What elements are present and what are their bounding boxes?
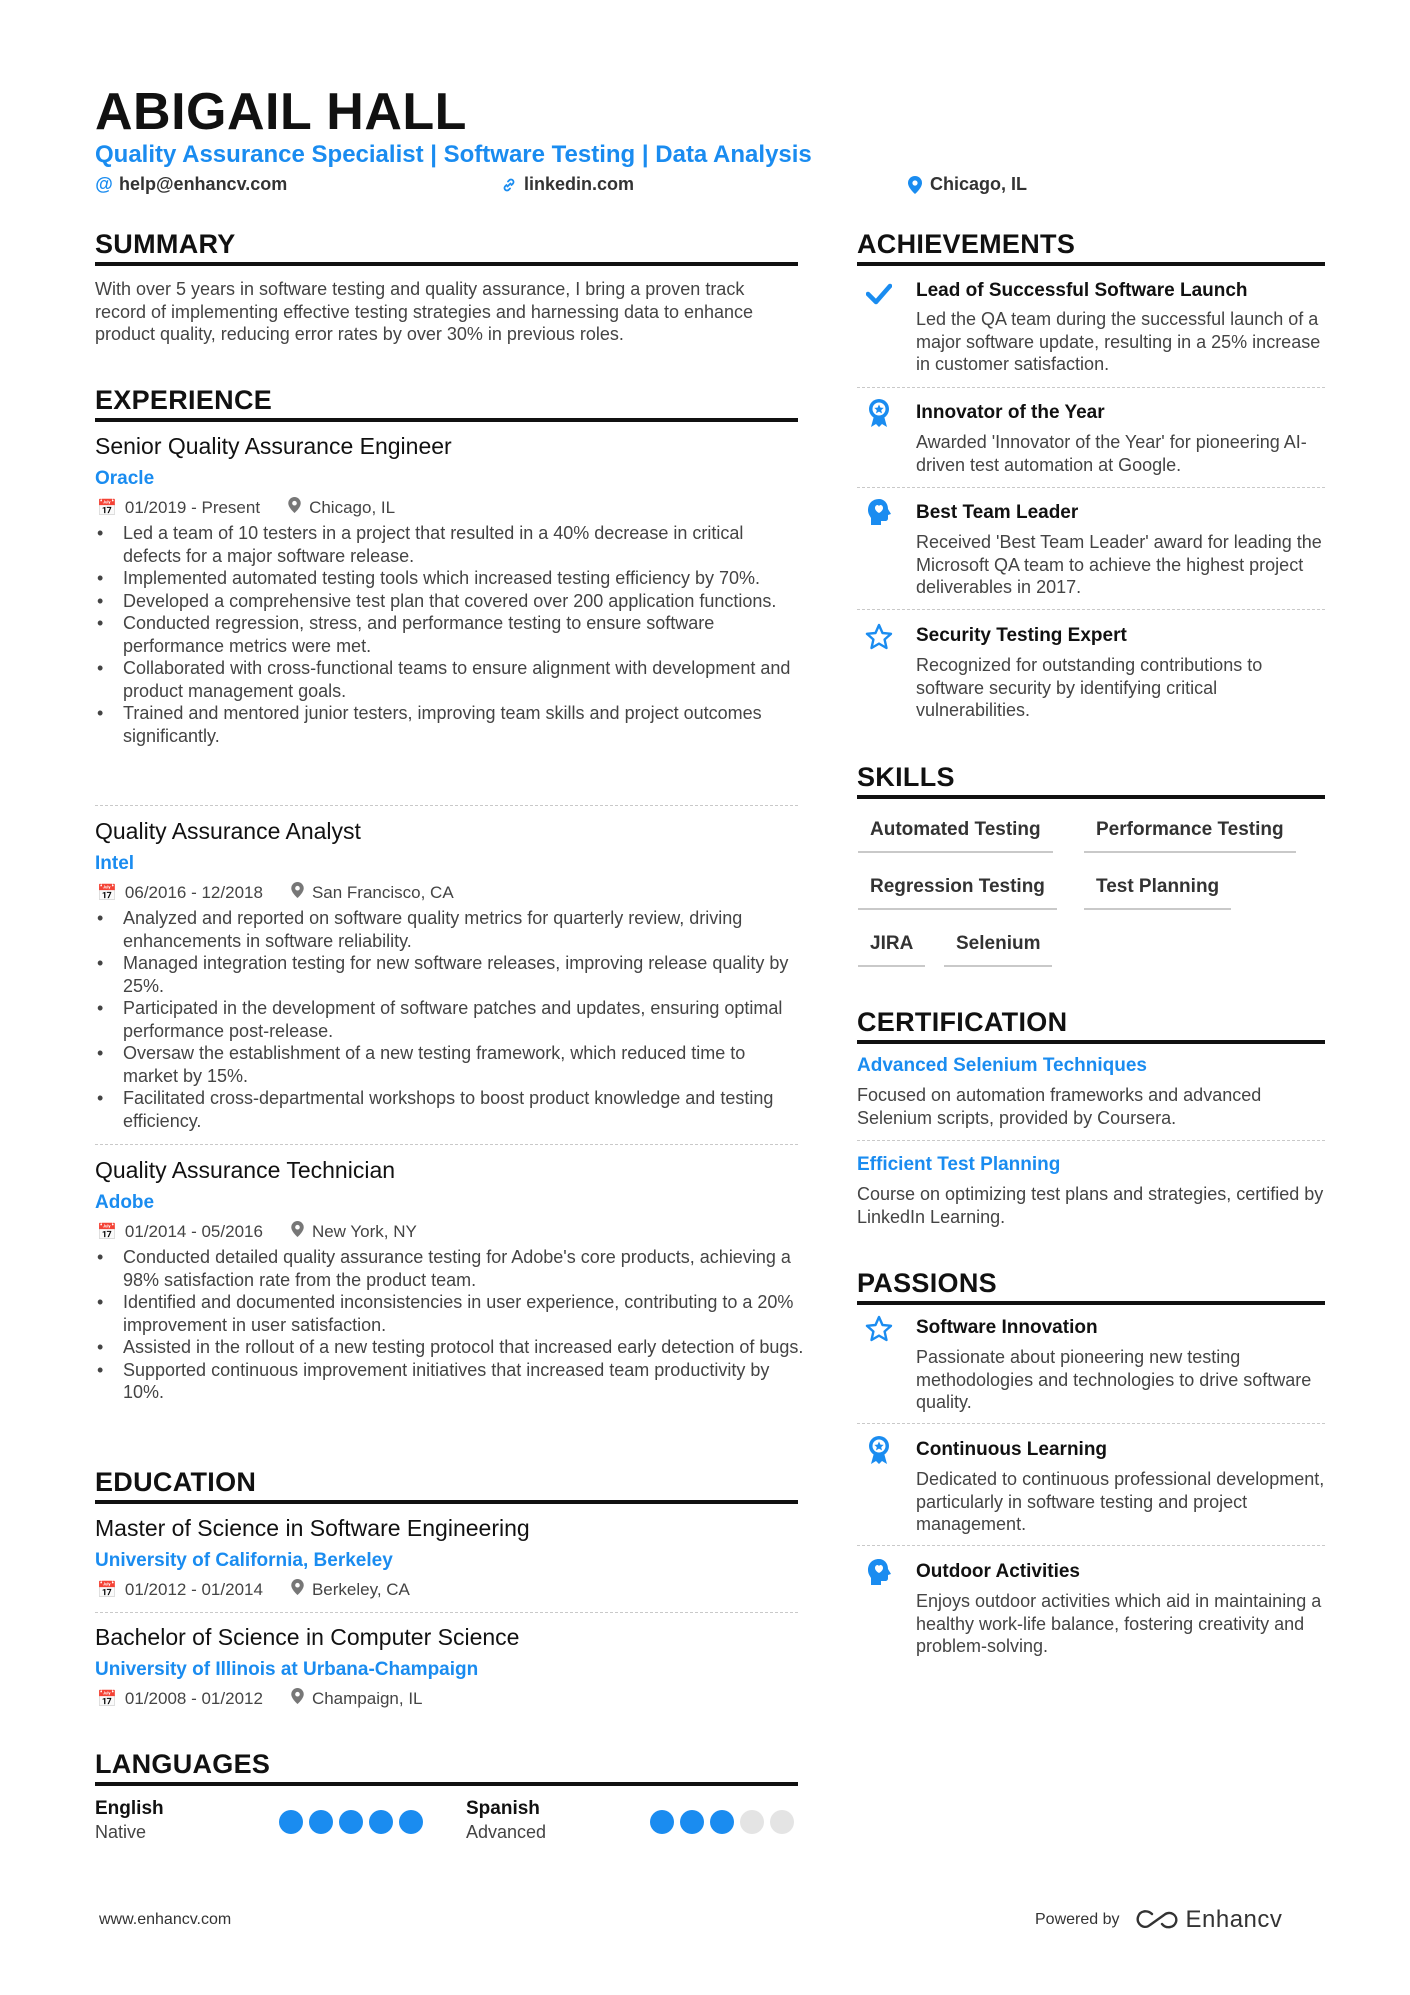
summary-rule: [95, 262, 798, 266]
map-pin-icon: [291, 1579, 304, 1600]
rating-dot-filled: [339, 1810, 363, 1834]
divider: [857, 1545, 1325, 1546]
star-icon: [864, 1313, 894, 1343]
list-item: • Managed integration testing for new software releases, improving release quality by 25%.: [95, 952, 805, 997]
achievement-title: Innovator of the Year: [916, 402, 1105, 423]
achievements-title: ACHIEVEMENTS: [857, 229, 1076, 259]
enhancv-logo-icon: [1134, 1909, 1180, 1931]
divider: [95, 1144, 798, 1145]
rating-dot-filled: [710, 1810, 734, 1834]
list-item: • Oversaw the establishment of a new testing framework, which reduced time to market by 15%.: [95, 1042, 805, 1087]
calendar-icon: 📅: [97, 884, 117, 902]
calendar-icon: 📅: [97, 1223, 117, 1241]
brand-text: Enhancv: [1185, 1906, 1283, 1933]
job-bullets: [95, 907, 805, 1132]
education-title: EDUCATION: [95, 1467, 257, 1497]
passions-title: PASSIONS: [857, 1268, 997, 1298]
rating-dot-filled: [279, 1810, 303, 1834]
divider: [857, 609, 1325, 610]
languages-rule: [95, 1782, 798, 1786]
list-item: • Participated in the development of software patches and updates, ensuring optimal performance post-release.: [95, 997, 805, 1042]
divider: [857, 387, 1325, 388]
job-dates: 06/2016 - 12/2018: [124, 882, 263, 902]
job-role: Senior Quality Assurance Engineer: [95, 433, 452, 459]
contact-linkedin[interactable]: [500, 174, 634, 195]
passion-desc: Passionate about pioneering new testing methodologies and technologies to drive software quality.: [916, 1347, 1312, 1412]
powered-by-text: Powered by: [1035, 1911, 1120, 1928]
footer-website[interactable]: www.enhancv.com: [99, 1911, 232, 1928]
rating-dot-filled: [369, 1810, 393, 1834]
education-dates: 01/2012 - 01/2014: [124, 1579, 263, 1599]
achievements-rule: [857, 262, 1325, 266]
achievement-desc: Received 'Best Team Leader' award for leading the Microsoft QA team to achieve the highest project deliverables in 2017.: [916, 532, 1322, 597]
at-icon: @: [95, 174, 113, 194]
calendar-icon: 📅: [97, 499, 117, 517]
head-icon: [864, 497, 894, 527]
star-icon: [864, 621, 894, 651]
job-meta: [97, 882, 454, 903]
languages-title: LANGUAGES: [95, 1749, 271, 1779]
divider: [95, 1612, 798, 1613]
map-pin-icon: [291, 1688, 304, 1709]
job-bullets: [95, 1246, 805, 1404]
certification-name: Efficient Test Planning: [857, 1154, 1061, 1175]
list-item: • Developed a comprehensive test plan that covered over 200 application functions.: [95, 590, 805, 613]
head-icon: [864, 1557, 894, 1587]
rating-dot-empty: [740, 1810, 764, 1834]
passion-desc: Enjoys outdoor activities which aid in maintaining a healthy work-life balance, fostering creativity and problem-solving.: [916, 1591, 1322, 1656]
certification-rule: [857, 1040, 1325, 1044]
list-item: • Conducted regression, stress, and performance testing to ensure software performance metrics were met.: [95, 612, 805, 657]
job-dates: 01/2019 - Present: [124, 497, 261, 517]
list-item: • Facilitated cross-departmental workshops to boost product knowledge and testing efficiency.: [95, 1087, 805, 1132]
skill-tag: Selenium: [944, 933, 1052, 967]
award-icon: [864, 398, 894, 428]
skill-tag: JIRA: [858, 933, 925, 967]
certification-desc: Course on optimizing test plans and strategies, certified by LinkedIn Learning.: [857, 1184, 1324, 1227]
footer-brand[interactable]: [1035, 1906, 1282, 1934]
job-bullets: [95, 522, 805, 747]
rating-dot-filled: [399, 1810, 423, 1834]
skill-tag: Regression Testing: [858, 876, 1057, 910]
degree: Bachelor of Science in Computer Science: [95, 1624, 520, 1650]
certification-desc: Focused on automation frameworks and advanced Selenium scripts, provided by Coursera.: [857, 1085, 1262, 1128]
map-pin-icon: [906, 176, 924, 194]
location-text: Chicago, IL: [930, 174, 1028, 194]
education-location: Berkeley, CA: [311, 1579, 410, 1599]
skill-tag: Automated Testing: [858, 819, 1053, 853]
job-company: Intel: [95, 853, 135, 874]
passion-title: Outdoor Activities: [916, 1561, 1080, 1582]
award-icon: [864, 1435, 894, 1465]
list-item: • Supported continuous improvement initiatives that increased team productivity by 10%.: [95, 1359, 805, 1404]
rating-dot-empty: [770, 1810, 794, 1834]
list-item: • Conducted detailed quality assurance testing for Adobe's core products, achieving a 98% satisfaction rate from the product team.: [95, 1246, 805, 1291]
list-item: • Collaborated with cross-functional teams to ensure alignment with development and product management goals.: [95, 657, 805, 702]
candidate-tagline: Quality Assurance Specialist | Software Testing | Data Analysis: [95, 141, 812, 168]
job-meta: [97, 497, 395, 518]
language-rating: [650, 1810, 794, 1834]
job-role: Quality Assurance Technician: [95, 1157, 396, 1183]
list-item: • Trained and mentored junior testers, improving team skills and project outcomes significantly.: [95, 702, 805, 747]
achievement-desc: Led the QA team during the successful launch of a major software update, resulting in a 25% increase in customer satisfaction.: [916, 309, 1321, 374]
job-company: Adobe: [95, 1192, 155, 1213]
list-item: • Implemented automated testing tools which increased testing efficiency by 70%.: [95, 567, 805, 590]
job-company: Oracle: [95, 468, 155, 489]
passion-title: Software Innovation: [916, 1317, 1098, 1338]
job-role: Quality Assurance Analyst: [95, 818, 361, 844]
map-pin-icon: [291, 882, 304, 903]
job-location: New York, NY: [311, 1221, 417, 1241]
linkedin-text: linkedin.com: [524, 174, 635, 194]
enhancv-logo: [1134, 1906, 1283, 1934]
language-name: Spanish: [466, 1798, 540, 1819]
passions-rule: [857, 1301, 1325, 1305]
passion-title: Continuous Learning: [916, 1439, 1108, 1460]
summary-text: With over 5 years in software testing and quality assurance, I bring a proven track record of implementing effective testing strategies and harnessing data to enhance product quality, reducing error rates by over 30% in previous roles.: [95, 279, 754, 344]
list-item: • Identified and documented inconsistencies in user experience, contributing to a 20% improvement in user satisfaction.: [95, 1291, 805, 1336]
divider: [857, 1423, 1325, 1424]
candidate-name: ABIGAIL HALL: [95, 83, 467, 141]
skill-tag: Test Planning: [1084, 876, 1231, 910]
email-text: help@enhancv.com: [119, 174, 288, 194]
map-pin-icon: [291, 1221, 304, 1242]
achievement-title: Best Team Leader: [916, 502, 1079, 523]
passion-desc: Dedicated to continuous professional development, particularly in software testing and project management.: [916, 1469, 1325, 1534]
skills-rule: [857, 795, 1325, 799]
achievement-title: Security Testing Expert: [916, 625, 1127, 646]
education-dates: 01/2008 - 01/2012: [124, 1688, 263, 1708]
rating-dot-filled: [680, 1810, 704, 1834]
list-item: • Led a team of 10 testers in a project that resulted in a 40% decrease in critical defects for a major software release.: [95, 522, 805, 567]
job-meta: [97, 1221, 417, 1242]
rating-dot-filled: [650, 1810, 674, 1834]
certification-title: CERTIFICATION: [857, 1007, 1068, 1037]
job-dates: 01/2014 - 05/2016: [124, 1221, 263, 1241]
achievement-desc: Awarded 'Innovator of the Year' for pioneering AI-driven test automation at Google.: [916, 432, 1307, 475]
link-icon: [500, 177, 518, 193]
job-location: Chicago, IL: [309, 497, 396, 517]
divider: [857, 487, 1325, 488]
degree: Master of Science in Software Engineering: [95, 1515, 530, 1541]
calendar-icon: 📅: [97, 1581, 117, 1599]
divider: [95, 805, 798, 806]
summary-title: SUMMARY: [95, 229, 236, 259]
rating-dot-filled: [309, 1810, 333, 1834]
language-rating: [279, 1810, 423, 1834]
experience-title: EXPERIENCE: [95, 385, 273, 415]
school: University of Illinois at Urbana-Champaign: [95, 1659, 479, 1680]
language-level: Native: [95, 1822, 147, 1842]
job-location: San Francisco, CA: [311, 882, 454, 902]
check-icon: [864, 279, 894, 309]
map-pin-icon: [288, 497, 301, 518]
experience-rule: [95, 418, 798, 422]
certification-name: Advanced Selenium Techniques: [857, 1055, 1148, 1076]
achievement-title: Lead of Successful Software Launch: [916, 280, 1248, 301]
education-meta: [97, 1688, 423, 1709]
achievement-desc: Recognized for outstanding contributions to software security by identifying critical vulnerabilities.: [916, 655, 1263, 720]
education-meta: [97, 1579, 410, 1600]
language-level: Advanced: [466, 1822, 547, 1842]
education-location: Champaign, IL: [311, 1688, 423, 1708]
list-item: • Analyzed and reported on software quality metrics for quarterly review, driving enhancements in software reliability.: [95, 907, 805, 952]
skills-title: SKILLS: [857, 762, 955, 792]
skill-tag: Performance Testing: [1084, 819, 1296, 853]
contact-location: [906, 174, 1027, 195]
education-rule: [95, 1500, 798, 1504]
school: University of California, Berkeley: [95, 1550, 393, 1571]
divider: [857, 1140, 1325, 1141]
list-item: • Assisted in the rollout of a new testing protocol that increased early detection of bugs.: [95, 1336, 805, 1359]
language-name: English: [95, 1798, 164, 1819]
contact-email[interactable]: [95, 174, 287, 195]
calendar-icon: 📅: [97, 1690, 117, 1708]
